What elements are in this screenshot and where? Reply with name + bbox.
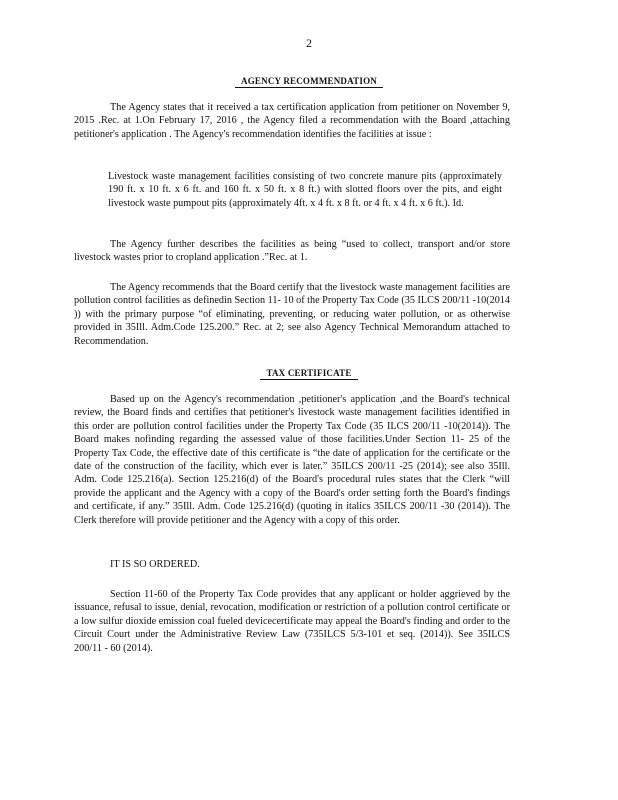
tax-certificate-heading bbox=[0, 368, 618, 380]
it-is-so-ordered: IT IS SO ORDERED. bbox=[110, 559, 200, 570]
tax-certificate-paragraph: Based up on the Agency's recommendation ,petitioner's application ,and the Board's technical review, the Board finds and certifies that petitioner's livestock waste management facilities identified in this order are pollution control facilities under the Property Tax Code (35 ILCS 200/11 -10(2014)). The Board makes nofinding regarding the assessed value of those facilities.Under Section 11- 25 of the Property Tax Code, the effective date of this certificate is “the date of application for the certificate or the date of the construction of the facility, which ever is later.” 35ILCS 200/11 -25 (2014); see also 35Ill. Adm. Code 125.216(a). Section 125.216(d) of the Board's procedural rules states that the Clerk “will provide the applicant and the Agency with a copy of the Board's order setting forth the Board's findings and certificate, if any.” 35Ill. Adm. Code 125.216(d) (quoting in italics 35ILCS 200/11 -30 (2014)). The Clerk therefore will provide petitioner and the Agency with a copy of this order. bbox=[74, 394, 510, 526]
agency-recommendation-heading bbox=[0, 76, 618, 88]
agency-recommendation-heading-text: AGENCY RECOMMENDATION bbox=[235, 76, 383, 88]
agency-paragraph-1: The Agency states that it received a tax certification application from petitioner on November 9, 2015 .Rec. at 1.On February 17, 2016 , the Agency filed a recommendation with the Board ,attaching petitioner's application . The Agency's recommendation identifies the facilities at issue : bbox=[74, 102, 510, 140]
tax-certificate-heading-text: TAX CERTIFICATE bbox=[260, 368, 357, 380]
agency-paragraph-3: The Agency recommends that the Board certify that the livestock waste management facilities are pollution control facilities as definedin Section 11- 10 of the Property Tax Code (35 ILCS 200/11 -10(2014 )) with the primary purpose “of eliminating, preventing, or reducing water pollution, or as otherwise provided in 35Ill. Adm.Code 125.200.” Rec. at 2; see also Agency Technical Memorandum attached to Recommendation. bbox=[74, 282, 510, 347]
page-number: 2 bbox=[306, 36, 312, 50]
appeal-paragraph: Section 11-60 of the Property Tax Code provides that any applicant or holder aggrieved by the issuance, refusal to issue, denial, revocation, modification or restriction of a pollution control certificate or a low sulfur dioxide emission coal fueled devicecertificate may appeal the Board's finding and order to the Circuit Court under the Administrative Review Law (735ILCS 5/3-101 et seq. (2014)). See 35ILCS 200/11 - 60 (2014). bbox=[74, 589, 510, 654]
agency-paragraph-2: The Agency further describes the facilities as being “used to collect, transport and/or store livestock wastes prior to cropland application .”Rec. at 1. bbox=[74, 239, 510, 264]
facility-description-quote: Livestock waste management facilities consisting of two concrete manure pits (approximately 190 ft. x 10 ft. x 6 ft. and 160 ft. x 50 ft. x 8 ft.) with slotted floors over the pits, and eight livestock waste pumpout pits (approximately 4ft. x 4 ft. x 8 ft. or 4 ft. x 4 ft. x 6 ft.). Id. bbox=[108, 171, 502, 209]
